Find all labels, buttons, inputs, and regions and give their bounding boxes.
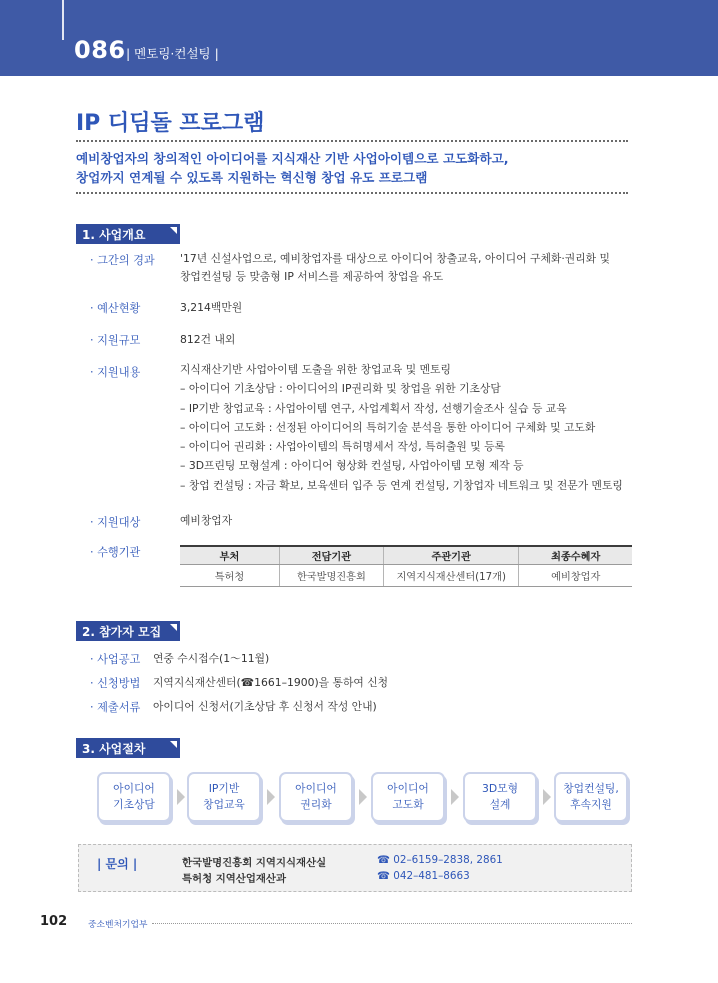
section-overview-title: 1. 사업개요 [82,228,146,242]
scale-value: 812건 내외 [180,333,236,346]
process-step-5 [463,772,537,822]
chevron-right-icon [267,789,275,805]
content-line-4: – 아이디어 고도화 : 선정된 아이디어의 특허기술 분석을 통한 아이디어 구체화 및 고도화 [180,420,596,434]
org-header-operator: 주관기관 [383,546,519,564]
content-line-1: 지식재산기반 사업아이템 도출을 위한 창업교육 및 멘토링 [180,363,451,376]
table-row [180,564,632,586]
section-overview-heading [76,224,180,244]
program-category: | 멘토링·컨설팅 | [126,46,219,61]
content-line-3: – IP기반 창업교육 : 사업아이템 연구, 사업계획서 작성, 선행기술조사 실습 등 교육 [180,401,567,415]
target-label: · 지원대상 [90,516,141,529]
org-cell-beneficiary: 예비창업자 [519,564,632,586]
step-1-line-2: 기초상담 [113,798,155,811]
process-step-3 [279,772,353,822]
footer-department: 중소벤처기업부 [88,920,148,930]
step-3-line-2: 권리화 [300,798,332,811]
target-value: 예비창업자 [180,514,233,527]
step-5-line-2: 설계 [489,798,511,811]
section-process-heading [76,738,180,758]
documents-value: 아이디어 신청서(기초상담 후 신청서 작성 안내) [153,700,377,713]
title-divider-top [76,140,628,142]
header-tick-line [62,0,64,40]
history-text [180,250,632,286]
process-step-2 [187,772,261,822]
step-1-line-1: 아이디어 [113,782,155,795]
notice-value: 연중 수시접수(1～11월) [153,652,270,665]
chevron-right-icon [359,789,367,805]
org-header-agency: 전담기관 [279,546,383,564]
contact-box [78,844,632,892]
history-line-2: 창업컨설팅 등 맞춤형 IP 서비스를 제공하여 창업을 유도 [180,270,444,283]
content-line-6: – 3D프린팅 모형설계 : 아이디어 형상화 컨설팅, 사업아이템 모형 제작 등 [180,459,524,473]
subtitle-line-2: 창업까지 연계될 수 있도록 지원하는 혁신형 창업 유도 프로그램 [76,170,428,185]
apply-method-label: · 신청방법 [90,677,141,690]
budget-value: 3,214백만원 [180,301,243,314]
process-step-1 [97,772,171,822]
step-6-line-1: 창업컨설팅, [563,782,619,795]
notice-label: · 사업공고 [90,653,141,666]
section-recruit-heading [76,621,180,641]
content-label: · 지원내용 [90,366,141,379]
page-title: IP 디딤돌 프로그램 [76,111,265,136]
apply-method-value: 지역지식재산센터(☎1661–1900)을 통하여 신청 [153,676,389,689]
step-6-line-2: 후속지원 [570,798,612,811]
program-number: 086 [74,36,126,64]
budget-label: · 예산현황 [90,302,141,315]
org-cell-ministry: 특허청 [180,564,279,586]
section-recruit-title: 2. 참가자 모집 [82,625,162,639]
contact-org-2: 특허청 지역산업재산과 [182,873,286,885]
org-table-header-row [180,546,632,564]
step-2-line-1: IP기반 [208,782,240,795]
corner-arrow-icon [170,227,177,234]
step-4-line-2: 고도화 [392,798,424,811]
corner-arrow-icon [170,624,177,631]
page-subtitle [76,149,509,187]
section-process-title: 3. 사업절차 [82,742,146,756]
title-divider-bottom [76,192,628,194]
page-header [0,0,718,76]
contact-org-1: 한국발명진흥회 지역지식재산실 [182,857,327,869]
contact-phone-1: ☎ 02–6159–2838, 2861 [377,854,503,866]
content-list [180,360,632,495]
step-3-line-1: 아이디어 [295,782,337,795]
contact-label: | 문의 | [97,857,138,871]
history-line-1: '17년 신설사업으로, 예비창업자를 대상으로 아이디어 창출교육, 아이디어 구체화·권리화 및 [180,252,610,265]
org-label: · 수행기관 [90,546,141,559]
documents-label: · 제출서류 [90,701,141,714]
chevron-right-icon [543,789,551,805]
chevron-right-icon [177,789,185,805]
chevron-right-icon [451,789,459,805]
org-header-ministry: 부처 [180,546,279,564]
scale-label: · 지원규모 [90,334,141,347]
step-2-line-2: 창업교육 [203,798,245,811]
process-step-6 [554,772,628,822]
org-cell-operator: 지역지식재산센터(17개) [383,564,519,586]
content-line-2: – 아이디어 기초상담 : 아이디어의 IP권리화 및 창업을 위한 기초상담 [180,382,501,396]
step-4-line-1: 아이디어 [387,782,429,795]
step-5-line-1: 3D모형 [481,782,519,795]
org-table [180,545,632,587]
footer-divider [152,923,632,924]
contact-phone-2: ☎ 042–481–8663 [377,870,470,882]
org-cell-agency: 한국발명진흥회 [279,564,383,586]
history-label: · 그간의 경과 [90,254,155,267]
process-step-4 [371,772,445,822]
page-number: 102 [40,914,68,929]
content-line-5: – 아이디어 권리화 : 사업아이템의 특허명세서 작성, 특허출원 및 등록 [180,440,505,454]
org-header-beneficiary: 최종수혜자 [519,546,632,564]
subtitle-line-1: 예비창업자의 창의적인 아이디어를 지식재산 기반 사업아이템으로 고도화하고, [76,151,509,166]
corner-arrow-icon [170,741,177,748]
content-line-7: – 창업 컨설팅 : 자금 확보, 보육센터 입주 등 연계 컨설팅, 기창업자 네트워크 및 전문가 멘토링 [180,478,623,492]
